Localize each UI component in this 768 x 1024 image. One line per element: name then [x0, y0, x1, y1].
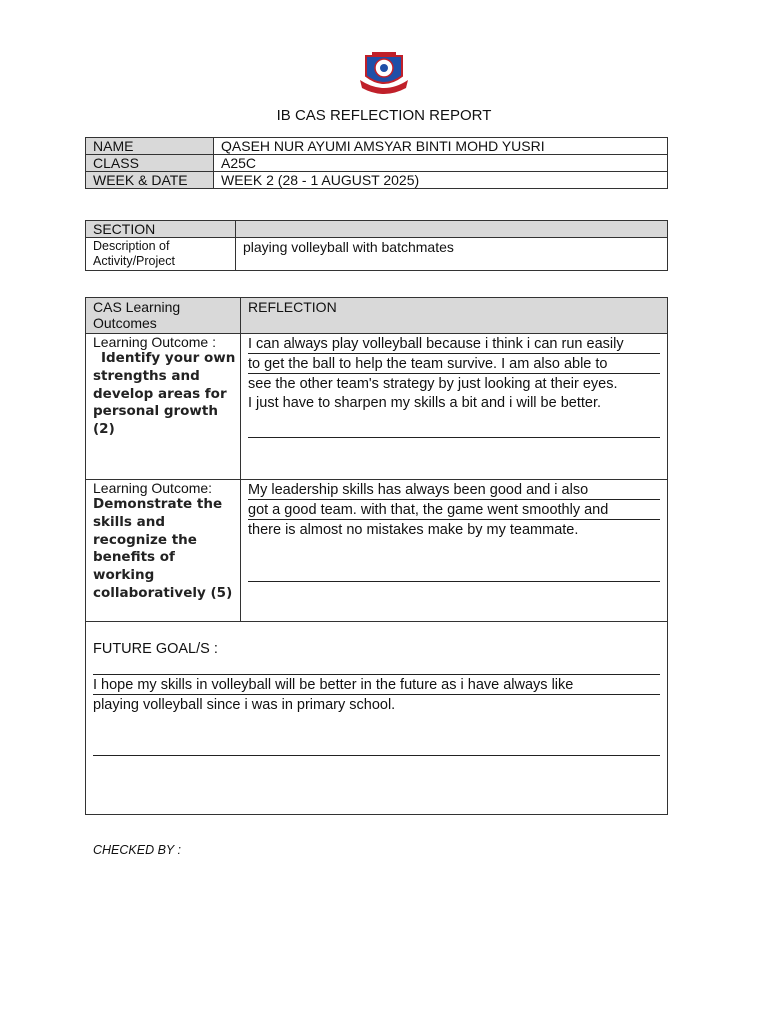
- future-goals-cell: [86, 622, 668, 815]
- checked-by-label: CHECKED BY :: [93, 843, 181, 857]
- reflection-header: REFLECTION: [241, 298, 668, 334]
- reflection-line: got a good team. with that, the game went smoothly and: [248, 501, 660, 520]
- reflection-line: to get the ball to help the team survive. I am also able to: [248, 355, 660, 374]
- reflection-line: see the other team's strategy by just looking at their eyes.: [248, 376, 618, 392]
- outcome-text: Demonstrate the skills and recognize the benefits of working collaboratively (5): [93, 496, 233, 601]
- week-value: WEEK 2 (28 - 1 AUGUST 2025): [214, 172, 668, 189]
- outcome-cell: [86, 334, 241, 480]
- reflection-line: I just have to sharpen my skills a bit and i will be better.: [248, 395, 602, 411]
- table-row: [86, 172, 668, 189]
- blank-line: [93, 755, 660, 756]
- section-table: [85, 220, 668, 271]
- section-header: SECTION: [86, 221, 236, 238]
- cas-outcomes-header: CAS Learning Outcomes: [86, 298, 241, 334]
- table-row: [86, 238, 668, 271]
- outcome-text: Identify your own strengths and develop areas for personal growth (2): [93, 350, 236, 438]
- blank-line: [248, 437, 660, 438]
- reflection-line: I can always play volleyball because i think i can run easily: [248, 335, 660, 354]
- student-info-table: [85, 137, 668, 189]
- outcome-label: Learning Outcome:: [93, 480, 213, 496]
- section-header-blank: [236, 221, 668, 238]
- future-goal-line: playing volleyball since i was in primary school.: [93, 697, 396, 713]
- name-label: NAME: [86, 138, 214, 155]
- blank-line: [93, 674, 660, 675]
- table-row: [86, 298, 668, 334]
- future-goal-line: I hope my skills in volleyball will be better in the future as i have always like: [93, 676, 660, 695]
- future-goals-label: FUTURE GOAL/S :: [93, 641, 218, 657]
- table-row: [86, 221, 668, 238]
- description-value: playing volleyball with batchmates: [236, 238, 668, 271]
- outcome-cell: [86, 480, 241, 622]
- name-value: QASEH NUR AYUMI AMSYAR BINTI MOHD YUSRI: [214, 138, 668, 155]
- school-crest-icon: [358, 50, 410, 98]
- week-label: WEEK & DATE: [86, 172, 214, 189]
- outcome-label: Learning Outcome :: [93, 334, 216, 350]
- reflection-cell: [241, 334, 668, 480]
- page-title: IB CAS REFLECTION REPORT: [276, 107, 492, 124]
- reflection-table: [85, 297, 668, 815]
- table-row: [86, 155, 668, 172]
- reflection-cell: [241, 480, 668, 622]
- table-row: [86, 334, 668, 480]
- table-row: [86, 480, 668, 622]
- description-label: Description of Activity/Project: [86, 238, 236, 271]
- class-value: A25C: [214, 155, 668, 172]
- table-row: [86, 622, 668, 815]
- reflection-line: My leadership skills has always been good and i also: [248, 481, 660, 500]
- class-label: CLASS: [86, 155, 214, 172]
- table-row: [86, 138, 668, 155]
- reflection-line: there is almost no mistakes make by my teammate.: [248, 522, 579, 538]
- blank-line: [248, 581, 660, 582]
